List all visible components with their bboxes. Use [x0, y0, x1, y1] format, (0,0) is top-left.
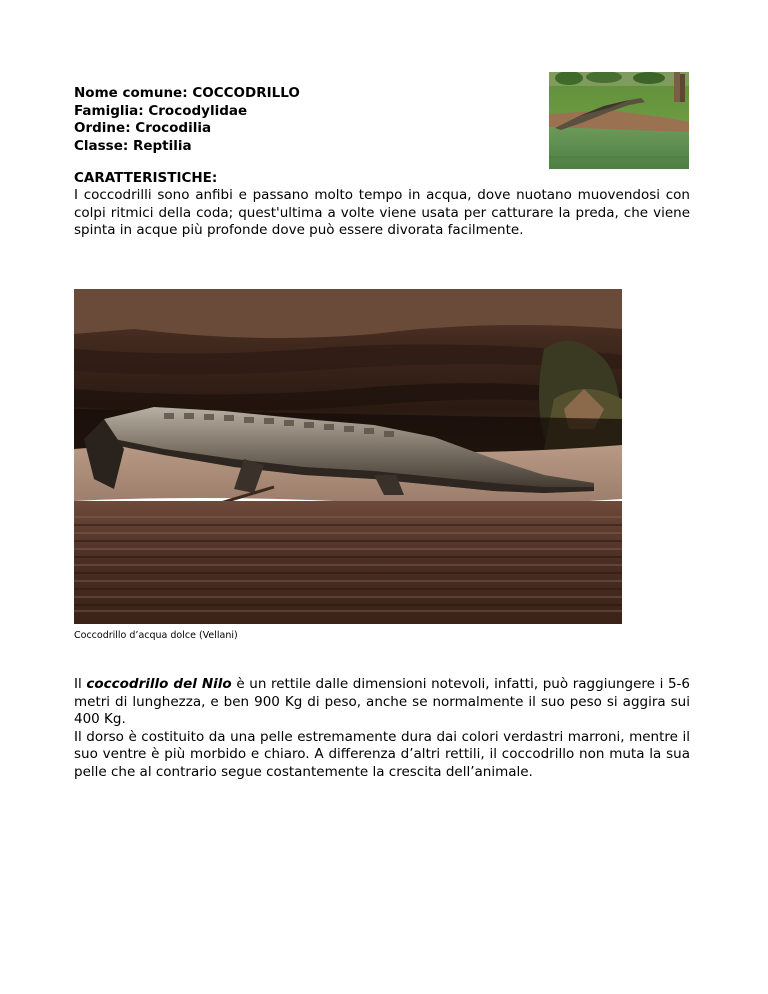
- characteristics-paragraph: I coccodrilli sono anfibi e passano molto tempo in acqua, dove nuotano muovendosi con colpi ritmici della coda; quest'ultima a volte viene usata per catturare la preda, che viene spinta in acque più profonde dove può essere divorata facilmente.: [74, 187, 690, 238]
- species-name: coccodrillo del Nilo: [86, 676, 232, 692]
- order: Ordine: Crocodilia: [74, 120, 212, 136]
- characteristics-heading: CARATTERISTICHE:: [74, 170, 218, 186]
- taxonomy-header: [74, 85, 300, 155]
- family: Famiglia: Crocodylidae: [74, 102, 248, 119]
- photo-caption: Coccodrillo d’acqua dolce (Vellani): [74, 630, 238, 641]
- crocodile-thumbnail-illustration: [549, 72, 689, 169]
- crocodile-thumbnail-image: [549, 72, 689, 169]
- common-name: Nome comune: COCCODRILLO: [74, 85, 300, 101]
- class: Classe: Reptilia: [74, 137, 192, 154]
- description-text-1: è un rettile dalle dimensioni notevoli, infatti, può raggiungere i 5-6 metri di lunghezza, e ben 900 Kg di peso, anche se normalmente il suo peso si aggira sui 400 Kg.: [74, 676, 691, 727]
- freshwater-crocodile-illustration: [74, 289, 622, 624]
- description-intro: Il: [74, 676, 82, 692]
- description-paragraph: [74, 676, 690, 781]
- description-text-2: Il dorso è costituito da una pelle estremamente dura dai colori verdastri marroni, mentre il suo ventre è più morbido e chiaro. A differenza d’altri rettili, il coccodrillo non muta la sua pelle che al contrario segue costantemente la crescita dell’animale.: [74, 728, 690, 780]
- freshwater-crocodile-photo: [74, 289, 622, 624]
